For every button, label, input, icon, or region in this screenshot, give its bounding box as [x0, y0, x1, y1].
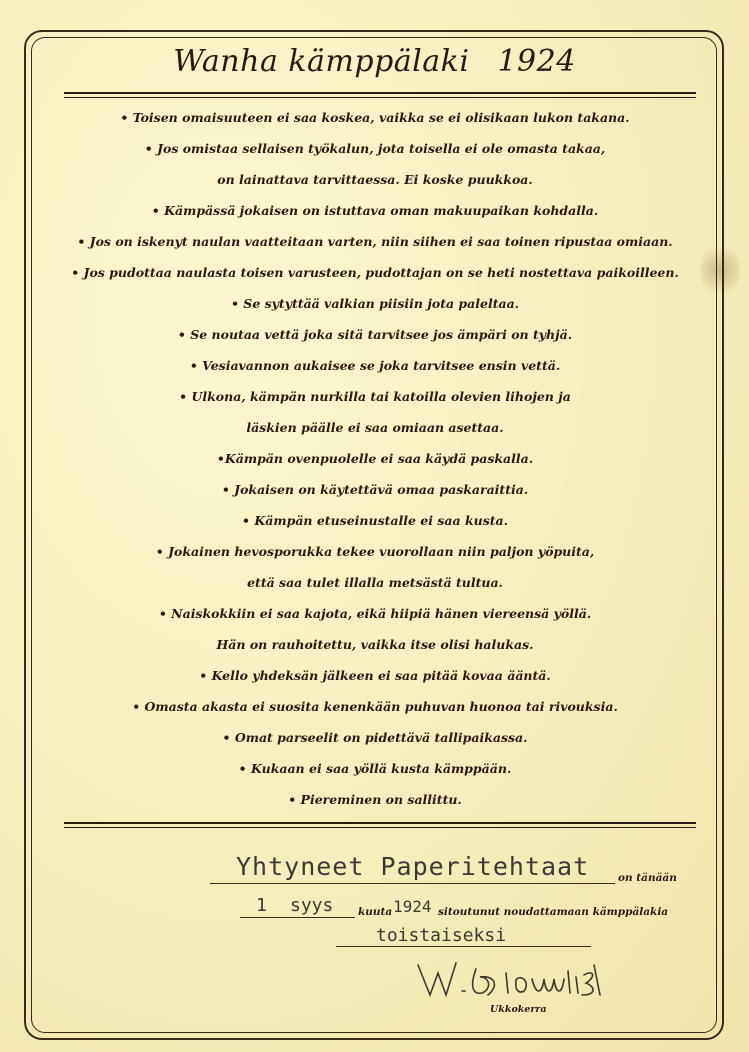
rule-line: • Kämpän etuseinustalle ei saa kusta. — [242, 513, 508, 528]
rule-line: •Kämpän ovenpuolelle ei saa käydä paskalla. — [216, 451, 534, 466]
on-tanaan-text: on tänään — [618, 872, 677, 884]
rule-line: • Jokaisen on käytettävä omaa paskaraittia. — [221, 482, 529, 497]
rule-line: • Piereminen on sallittu. — [288, 792, 462, 807]
date-underline — [240, 917, 355, 918]
rule-line: • Omat parseelit on pidettävä tallipaikassa. — [222, 730, 528, 745]
rule-line: • Kukaan ei saa yöllä kusta kämppään. — [238, 761, 512, 776]
rule-line: • Naiskokkiin ei saa kajota, eikä hiipiä hänen viereensä yöllä. — [158, 606, 592, 621]
month-handwritten: syys — [290, 895, 334, 916]
title-text: Wanha kämppälaki — [173, 44, 470, 79]
day-handwritten: 1 — [256, 895, 267, 916]
rule-line: Hän on rauhoitettu, vaikka itse olisi halukas. — [216, 637, 534, 652]
rule-line: • Se sytyttää valkian piisiin jota paleltaa. — [230, 296, 520, 311]
rule-line: • Jos on iskenyt naulan vaatteitaan varten, niin siihen ei saa toinen ripustaa omiaan. — [77, 234, 673, 249]
rule-line: • Vesiavannon aukaisee se joka tarvitsee ensin vettä. — [189, 358, 561, 373]
rule-line: läskien päälle ei saa omiaan asettaa. — [246, 420, 504, 435]
rule-line: • Toisen omaisuuteen ei saa koskea, vaikka se ei olisikaan lukon takana. — [120, 110, 630, 125]
kuuta-text: kuuta — [358, 906, 393, 918]
company-underline — [210, 883, 615, 884]
rule-line: että saa tulet illalla metsästä tultua. — [247, 575, 503, 590]
signer-title: Ukkokerra — [490, 1004, 547, 1015]
rule-line: • Jos pudottaa naulasta toisen varusteen, pudottajan on se heti nostettava paikoilleen. — [71, 265, 679, 280]
rule-line: • Omasta akasta ei suosita kenenkään puhuvan huonoa tai rivouksia. — [132, 699, 618, 714]
rule-line: • Kämpässä jokaisen on istuttava oman makuupaikan kohdalla. — [151, 203, 599, 218]
title-year: 1924 — [497, 44, 576, 79]
duration-handwritten: toistaiseksi — [376, 925, 507, 946]
rule-line: • Se noutaa vettä joka sitä tarvitsee jos ämpäri on tyhjä. — [177, 327, 573, 342]
commitment-text: sitoutunut noudattamaan kämppälakia — [438, 906, 669, 918]
duration-underline — [336, 946, 591, 947]
rule-line: • Jokainen hevosporukka tekee vuorollaan niin paljon yöpuita, — [155, 544, 595, 559]
company-handwritten: Yhtyneet Paperitehtaat — [236, 852, 590, 881]
year-handwritten: 1924 — [393, 897, 432, 916]
rule-line: • Jos omistaa sellaisen työkalun, jota toisella ei ole omasta takaa, — [144, 141, 606, 156]
signature-graphic — [410, 955, 610, 1005]
rule-line: • Ulkona, kämpän nurkilla tai katoilla olevien lihojen ja — [179, 389, 571, 404]
rule-line: on lainattava tarvittaessa. Ei koske puukkoa. — [217, 172, 533, 187]
rule-line: • Kello yhdeksän jälkeen ei saa pitää kovaa ääntä. — [199, 668, 551, 683]
